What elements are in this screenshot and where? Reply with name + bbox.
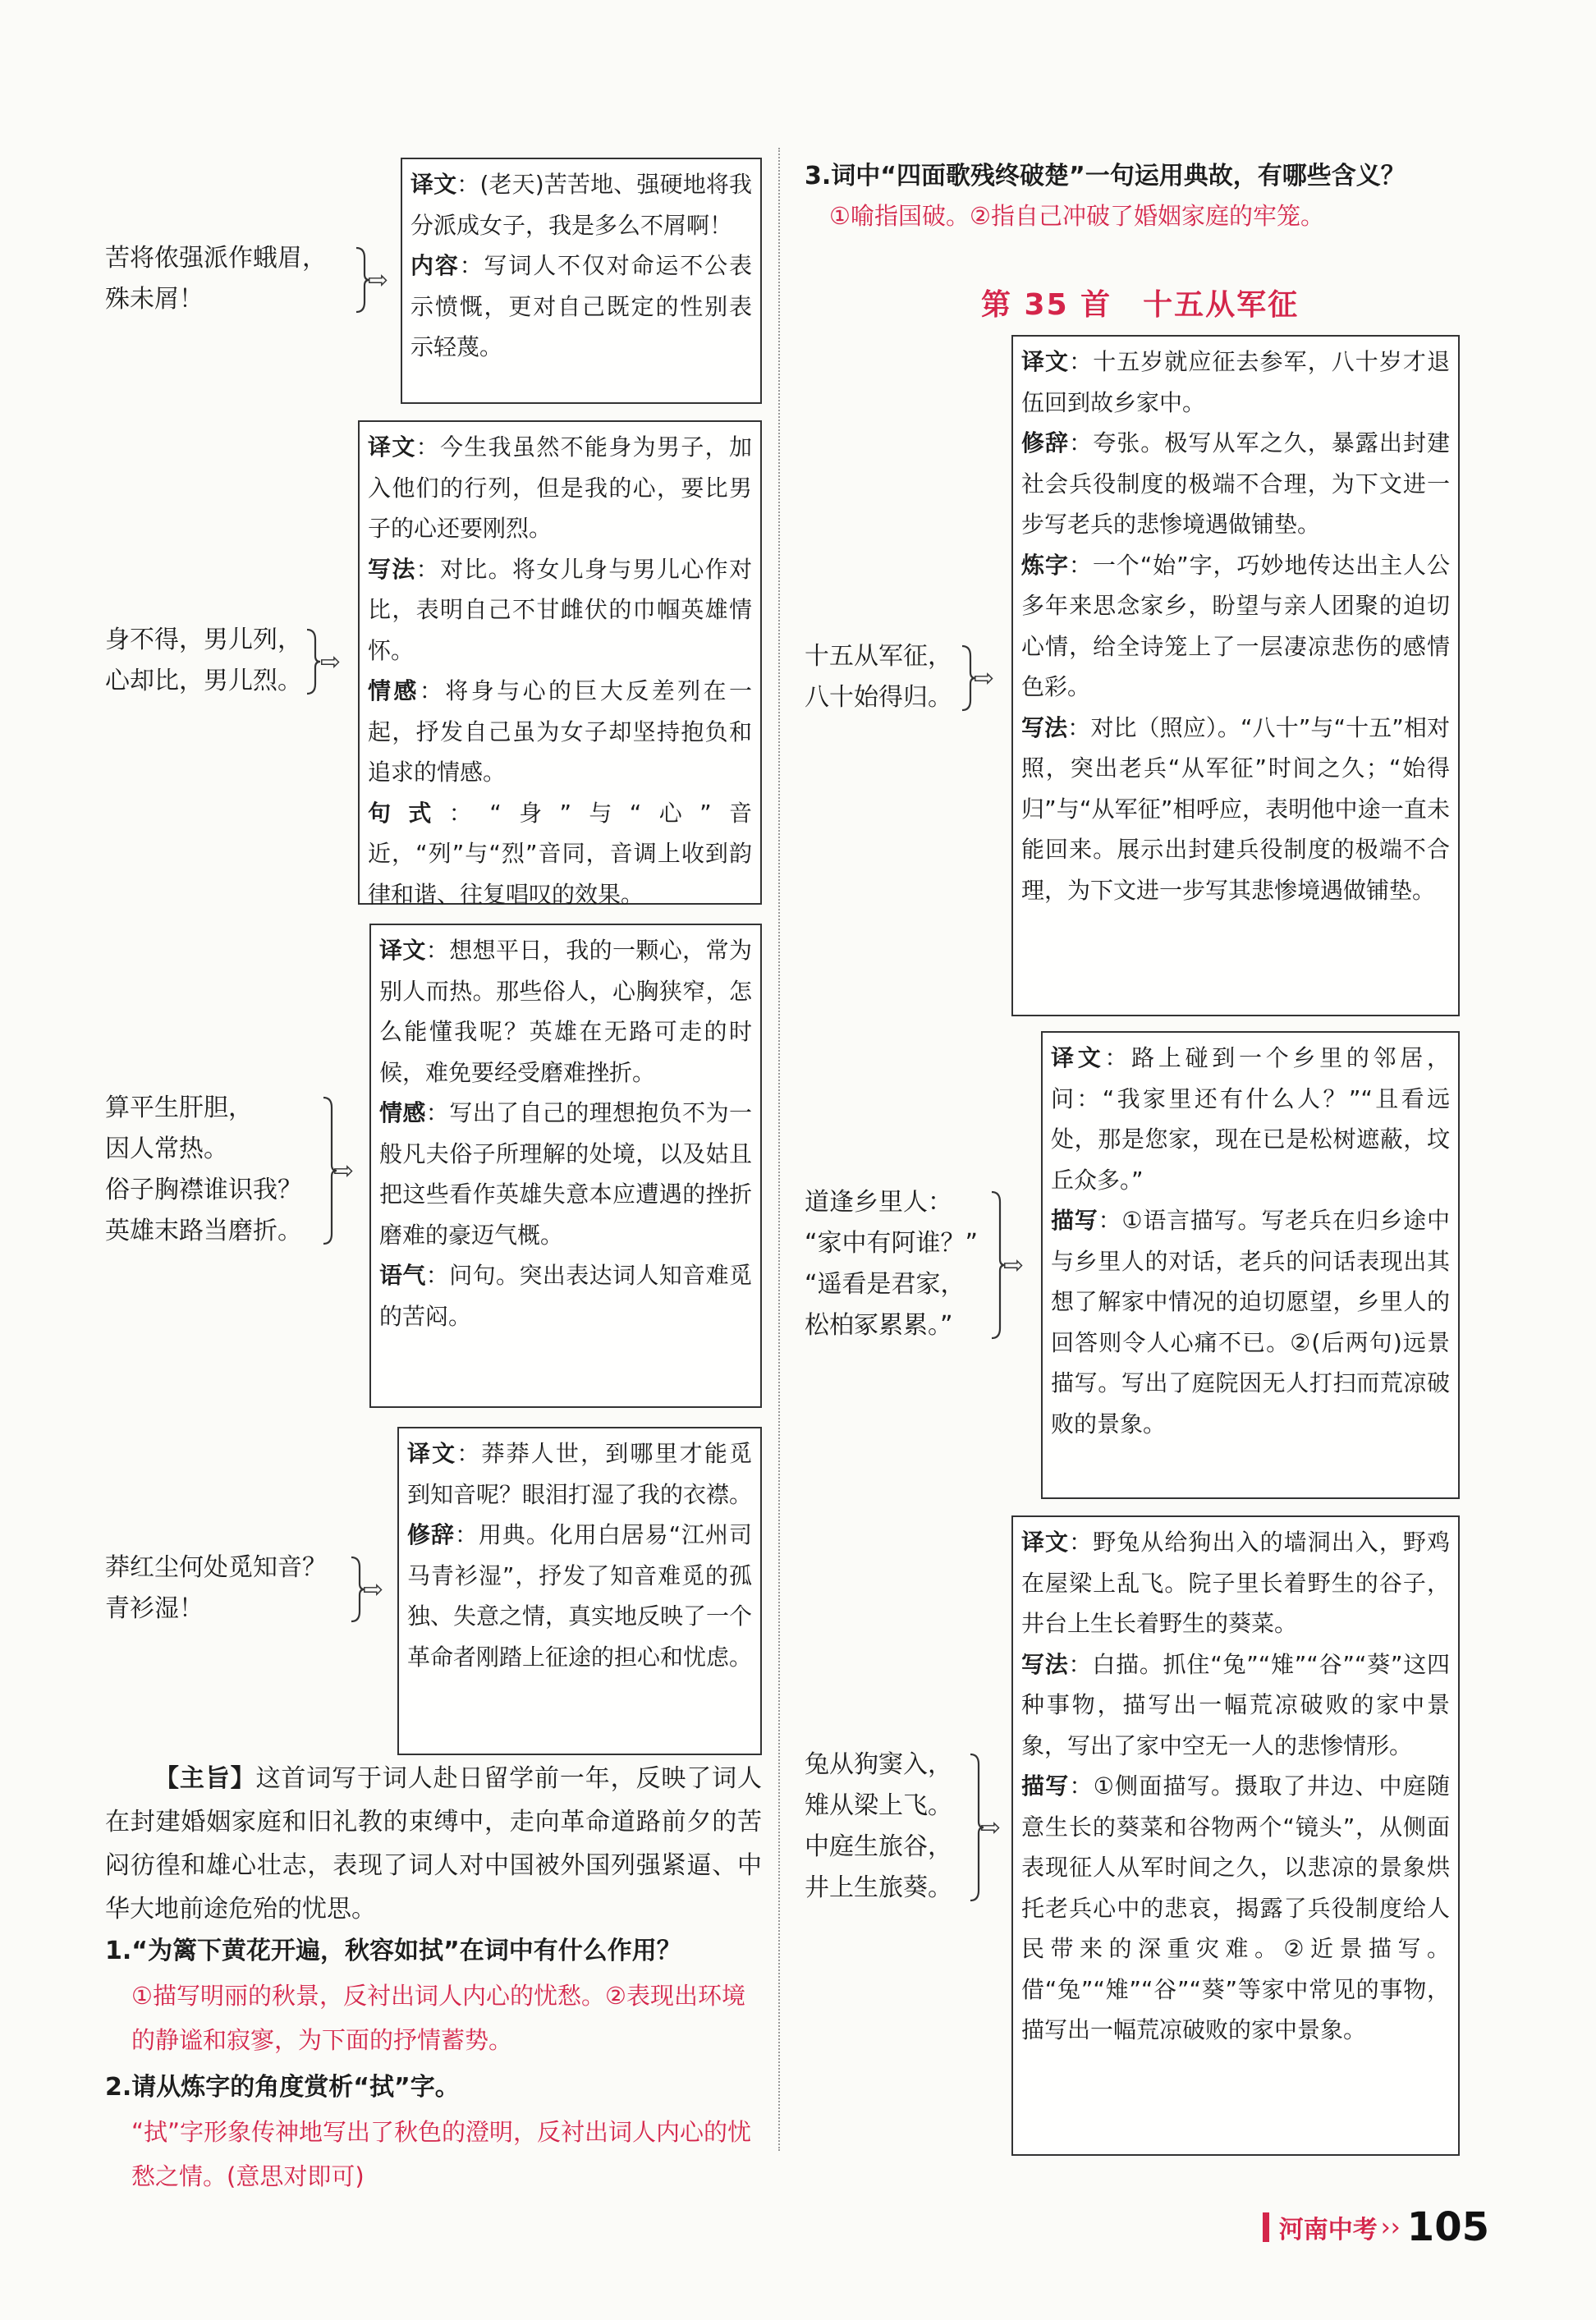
poem-line: 殊未屑！ xyxy=(105,285,204,314)
poem-line: 英雄末路当磨折。 xyxy=(105,1217,302,1245)
page-footer xyxy=(1263,2204,1489,2250)
poem-line: 莽红尘何处觅知音？ xyxy=(105,1553,327,1582)
footer-region: 河南中考 xyxy=(1278,2216,1378,2244)
brace-icon xyxy=(305,628,322,695)
poem-line: 算平生肝胆， xyxy=(105,1094,253,1122)
poem-line: 八十始得归。 xyxy=(805,683,952,712)
arrow-icon: ⇨ xyxy=(1003,1251,1025,1280)
answer-3: ①喻指国破。②指自己冲破了婚姻家庭的牢笼。 xyxy=(829,202,1324,230)
poem-line: 青衫湿！ xyxy=(105,1594,204,1623)
poem-line: 身不得，男儿列， xyxy=(105,626,302,654)
poem-line: 苦将侬强派作蛾眉， xyxy=(105,244,327,273)
poem-line: 雉从梁上飞。 xyxy=(805,1791,952,1820)
answer-2: “拭”字形象传神地写出了秋色的澄明，反衬出词人内心的忧愁之情。(意思对即可) xyxy=(131,2118,752,2190)
poem-line: 中庭生旅谷， xyxy=(805,1832,952,1861)
poem-line: “遥看是君家， xyxy=(805,1270,965,1299)
poem-line: 十五从军征， xyxy=(805,642,952,671)
annotation-box: 译文：想想平日，我的一颗心，常为别人而热。那些俗人，心胸狭窄，怎么能懂我呢？英雄在无路可走的时候，难免要经受磨难挫折。 情感：写出了自己的理想抱负不为一般凡夫俗子所理解的处境，以及姑且把这些看作英雄失意本应遭遇的挫折磨难的豪迈气概。 语气：问句。突出表达词人知音难觅的苦闷。 xyxy=(369,924,762,1408)
arrow-icon: ⇨ xyxy=(333,1157,355,1185)
question-1: 1.“为篱下黄花开遍，秋容如拭”在词中有什么作用？ xyxy=(105,1937,681,1965)
theme-paragraph: 【主旨】这首词写于词人赴日留学前一年，反映了词人在封建婚姻家庭和旧礼教的束缚中，走向革命道路前夕的苦闷彷徨和雄心壮志，表现了词人对中国被外国列强紧逼、中华大地前途危殆的忧思。 xyxy=(105,1764,763,1923)
arrow-icon: ⇨ xyxy=(320,648,342,676)
annotation-box: 译文：路上碰到一个乡里的邻居，问：“我家里还有什么人？”“且看远处，那是您家，现在已是松树遮蔽，坟丘众多。” 描写：①语言描写。写老兵在归乡途中与乡里人的对话，老兵的问话表现出其想了解家中情况的迫切愿望，乡里人的回答则令人心痛不已。②(后两句)远景描写。写出了庭院因无人打扫而荒凉破败的景象。 xyxy=(1041,1031,1460,1499)
annotation-box: 译文：十五岁就应征去参军，八十岁才退伍回到故乡家中。 修辞：夸张。极写从军之久，暴露出封建社会兵役制度的极端不合理，为下文进一步写老兵的悲惨境遇做铺垫。 炼字：一个“始”字，巧妙地传达出主人公多年来思念家乡，盼望与亲人团聚的迫切心情，给全诗笼上了一层凄凉悲伤的感情色彩。 写法：对比（照应）。“八十”与“十五”相对照，突出老兵“从军征”时间之久；“始得归”与“从军征”相呼应，表明他中途一直未能回来。展示出封建兵役制度的极端不合理，为下文进一步写其悲惨境遇做铺垫。 xyxy=(1011,335,1460,1016)
annotation-box: 译文：今生我虽然不能身为男子，加入他们的行列，但是我的心，要比男子的心还要刚烈。 写法：对比。将女儿身与男儿心作对比，表明自己不甘雌伏的巾帼英雄情怀。 情感：将身与心的巨大反差列在一起，抒发自己虽为女子却坚持抱负和追求的情感。 句式：“身”与“心”音近，“列”与“烈”音同，音调上收到韵律和谐、往复唱叹的效果。 xyxy=(358,420,762,905)
poem-line: 道逢乡里人： xyxy=(805,1188,952,1217)
arrow-icon: ⇨ xyxy=(980,1813,1002,1842)
poem-line: 俗子胸襟谁识我？ xyxy=(105,1176,302,1204)
arrow-icon: ⇨ xyxy=(368,266,389,295)
poem-line: 因人常热。 xyxy=(105,1135,228,1163)
poem-line: 心却比，男儿烈。 xyxy=(105,667,302,695)
footer-bar xyxy=(1263,2212,1269,2242)
poem-title: 第 35 首 十五从军征 xyxy=(981,288,1300,322)
question-2: 2.请从炼字的角度赏析“拭”字。 xyxy=(105,2073,460,2102)
poem-line: 松柏冢累累。” xyxy=(805,1311,953,1340)
poem-line: 井上生旅葵。 xyxy=(805,1873,952,1902)
page-number: 105 xyxy=(1406,2204,1489,2250)
poem-line: 兔从狗窦入， xyxy=(805,1750,952,1779)
annotation-box: 译文：野兔从给狗出入的墙洞出入，野鸡在屋梁上乱飞。院子里长着野生的谷子，井台上生长着野生的葵菜。 写法：白描。抓住“兔”“雉”“谷”“葵”这四种事物，描写出一幅荒凉破败的家中景象，写出了家中空无一人的悲惨情形。 描写：①侧面描写。摄取了井边、中庭随意生长的葵菜和谷物两个“镜头”，从侧面表现征人从军时间之久，以悲凉的景象烘托老兵心中的悲哀，揭露了兵役制度给人民带来的深重灾难。②近景描写。借“兔”“雉”“谷”“葵”等家中常见的事物，描写出一幅荒凉破败的家中景象。 xyxy=(1011,1515,1460,2156)
arrow-icon: ⇨ xyxy=(363,1575,384,1604)
poem-line: “家中有阿谁？” xyxy=(805,1229,979,1258)
column-divider xyxy=(778,148,780,2151)
arrow-icon: ⇨ xyxy=(974,664,995,693)
answer-1: ①描写明丽的秋景，反衬出词人内心的忧愁。②表现出环境的静谧和寂寥，为下面的抒情蓄势。 xyxy=(131,1982,745,2054)
annotation-box: 译文：莽莽人世，到哪里才能觅到知音呢？眼泪打湿了我的衣襟。 修辞：用典。化用白居易“江州司马青衫湿”，抒发了知音难觅的孤独、失意之情，真实地反映了一个革命者刚踏上征途的担心和忧虑。 xyxy=(397,1427,762,1755)
annotation-box: 译文：(老天)苦苦地、强硬地将我分派成女子，我是多么不屑啊！ 内容：写词人不仅对命运不公表示愤慨，更对自己既定的性别表示轻蔑。 xyxy=(401,158,762,404)
chevron-right-icon: ›› xyxy=(1380,2212,1401,2242)
question-3: 3.词中“四面歌残终破楚”一句运用典故，有哪些含义？ xyxy=(805,162,1406,190)
